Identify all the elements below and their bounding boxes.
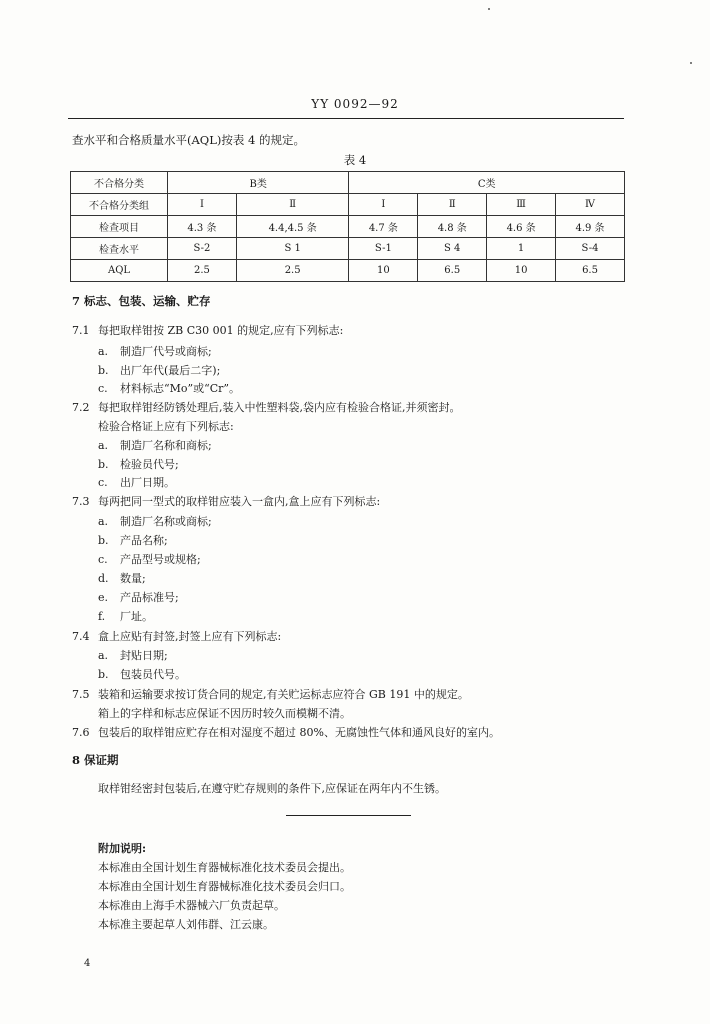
- item-text: 材料标志“Mo”或“Cr”。: [120, 382, 241, 395]
- clause-7-5: [72, 686, 469, 702]
- list-item: [98, 666, 186, 682]
- section-8-heading: 8 保证期: [72, 753, 119, 767]
- item-label: a.: [98, 439, 109, 452]
- table-cell: Ⅳ: [556, 194, 625, 216]
- header-rule: [68, 118, 624, 119]
- clause-text: 包装后的取样钳应贮存在相对湿度不超过 80%、无腐蚀性气体和通风良好的室内。: [98, 726, 500, 739]
- table-cell: AQL: [71, 260, 168, 282]
- table-cell: I: [168, 194, 237, 216]
- scan-speck: [690, 62, 692, 64]
- clause-number: 7.6: [72, 726, 90, 739]
- table-cell: 2.5: [168, 260, 237, 282]
- clause-7-6: [72, 724, 500, 740]
- table-row: [71, 260, 625, 282]
- table-row: [71, 216, 625, 238]
- table-cell: 2.5: [236, 260, 349, 282]
- table-cell: 检查项目: [71, 216, 168, 238]
- table-cell: Ⅲ: [487, 194, 556, 216]
- clause-7-4: [72, 628, 281, 644]
- table-cell: 4.3 条: [168, 216, 237, 238]
- item-label: b.: [98, 458, 109, 471]
- item-text: 厂址。: [120, 610, 153, 623]
- item-label: a.: [98, 515, 109, 528]
- aql-table: [70, 171, 625, 282]
- item-text: 制造厂名称或商标;: [120, 515, 212, 528]
- clause-text: 每两把同一型式的取样钳应装入一盒内,盒上应有下列标志:: [98, 495, 381, 508]
- clause-text: 装箱和运输要求按订货合同的规定,有关贮运标志应符合 GB 191 中的规定。: [98, 688, 469, 701]
- table-cell: S-1: [349, 238, 418, 260]
- list-item: [98, 608, 153, 624]
- item-text: 出厂日期。: [120, 476, 175, 489]
- table-cell: S-4: [556, 238, 625, 260]
- table-cell: 4.4,4.5 条: [236, 216, 349, 238]
- item-label: b.: [98, 534, 109, 547]
- item-label: c.: [98, 476, 108, 489]
- clause-7-2: [72, 399, 461, 415]
- table-row: [71, 238, 625, 260]
- list-item: [98, 589, 179, 605]
- table-cell: 检查水平: [71, 238, 168, 260]
- scan-speck: [488, 8, 490, 10]
- item-text: 出厂年代(最后二字);: [120, 364, 221, 377]
- clause-7-3: [72, 493, 380, 509]
- clause-number: 7.3: [72, 495, 90, 508]
- page-number: 4: [84, 958, 91, 969]
- item-label: c.: [98, 553, 108, 566]
- list-item: [98, 380, 240, 396]
- list-item: [98, 570, 146, 586]
- document-code-header: YY 0092—92: [311, 97, 399, 111]
- item-text: 产品标准号;: [120, 591, 179, 604]
- list-item: [98, 532, 168, 548]
- note-line: 本标准主要起草人刘伟群、江云康。: [98, 918, 274, 931]
- list-item: [98, 474, 175, 490]
- clause-number: 7.4: [72, 630, 90, 643]
- item-label: c.: [98, 382, 108, 395]
- item-label: a.: [98, 345, 109, 358]
- table-row: [71, 194, 625, 216]
- item-text: 制造厂名称和商标;: [120, 439, 212, 452]
- clause-text-continued: 箱上的字样和标志应保证不因历时较久而模糊不清。: [98, 707, 351, 720]
- list-item: [98, 456, 179, 472]
- table-cell: 不合格分类组: [71, 194, 168, 216]
- list-item: [98, 647, 168, 663]
- item-text: 数量;: [120, 572, 146, 585]
- item-text: 封贴日期;: [120, 649, 168, 662]
- item-label: a.: [98, 649, 109, 662]
- clause-text-continued: 检验合格证上应有下列标志:: [98, 420, 234, 433]
- item-label: b.: [98, 668, 109, 681]
- clause-number: 7.1: [72, 324, 90, 337]
- item-text: 制造厂代号或商标;: [120, 345, 212, 358]
- table-cell: 4.7 条: [349, 216, 418, 238]
- item-label: d.: [98, 572, 109, 585]
- table-cell: I: [349, 194, 418, 216]
- note-line: 本标准由全国计划生育器械标准化技术委员会提出。: [98, 861, 351, 874]
- table-cell: 4.6 条: [487, 216, 556, 238]
- additional-notes-heading: 附加说明:: [98, 842, 147, 855]
- table-cell: S-2: [168, 238, 237, 260]
- item-label: f.: [98, 610, 106, 623]
- item-label: e.: [98, 591, 109, 604]
- table-title: 表 4: [343, 153, 367, 167]
- section-7-heading: 7 标志、包装、运输、贮存: [72, 294, 211, 308]
- item-text: 产品名称;: [120, 534, 168, 547]
- table-row: [71, 172, 625, 194]
- note-line: 本标准由上海手术器械六厂负责起草。: [98, 899, 285, 912]
- table-cell: Ⅱ: [418, 194, 487, 216]
- intro-text: 查水平和合格质量水平(AQL)按表 4 的规定。: [72, 133, 305, 147]
- clause-number: 7.5: [72, 688, 90, 701]
- section-8-text: 取样钳经密封包装后,在遵守贮存规则的条件下,应保证在两年内不生锈。: [98, 782, 446, 795]
- clause-7-1: [72, 322, 343, 338]
- table-cell: S 4: [418, 238, 487, 260]
- table-cell: C类: [349, 172, 625, 194]
- table-cell: 4.9 条: [556, 216, 625, 238]
- table-cell: 4.8 条: [418, 216, 487, 238]
- clause-number: 7.2: [72, 401, 90, 414]
- table-cell: 6.5: [418, 260, 487, 282]
- table-cell: S 1: [236, 238, 349, 260]
- clause-text: 每把取样钳经防锈处理后,装入中性塑料袋,袋内应有检验合格证,并须密封。: [98, 401, 461, 414]
- item-text: 检验员代号;: [120, 458, 179, 471]
- table-cell: 10: [349, 260, 418, 282]
- list-item: [98, 551, 201, 567]
- item-label: b.: [98, 364, 109, 377]
- list-item: [98, 437, 212, 453]
- table-cell: B类: [168, 172, 349, 194]
- table-cell: 6.5: [556, 260, 625, 282]
- list-item: [98, 362, 220, 378]
- end-rule: [286, 815, 411, 816]
- list-item: [98, 343, 212, 359]
- table-cell: 不合格分类: [71, 172, 168, 194]
- clause-text: 每把取样钳按 ZB C30 001 的规定,应有下列标志:: [98, 324, 344, 337]
- note-line: 本标准由全国计划生育器械标准化技术委员会归口。: [98, 880, 351, 893]
- table-cell: Ⅱ: [236, 194, 349, 216]
- item-text: 包装员代号。: [120, 668, 186, 681]
- list-item: [98, 513, 212, 529]
- item-text: 产品型号或规格;: [120, 553, 201, 566]
- table-cell: 1: [487, 238, 556, 260]
- table-cell: 10: [487, 260, 556, 282]
- clause-text: 盒上应贴有封签,封签上应有下列标志:: [98, 630, 282, 643]
